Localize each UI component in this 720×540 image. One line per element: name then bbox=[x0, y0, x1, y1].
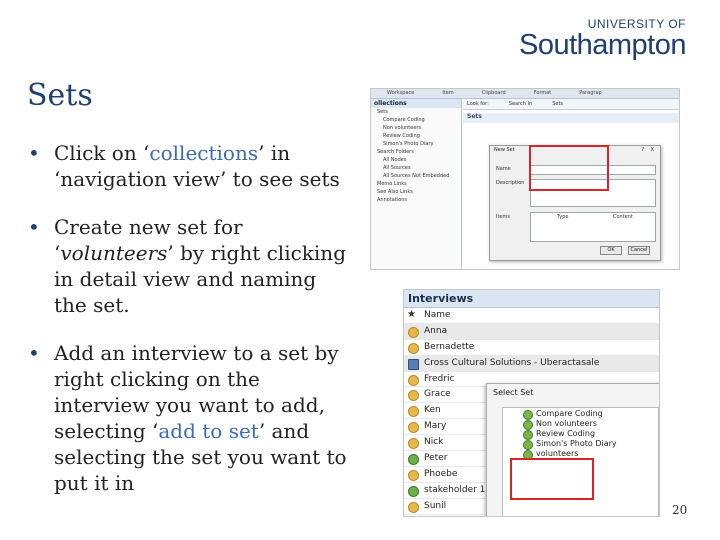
tree-item[interactable]: Review Coding bbox=[383, 133, 420, 139]
close-icon[interactable]: X bbox=[650, 147, 654, 153]
tree-item[interactable]: Compare Coding bbox=[383, 117, 425, 123]
logo-small-text: UNIVERSITY OF bbox=[587, 17, 686, 31]
set-item[interactable] bbox=[503, 439, 658, 449]
row-label: Ken bbox=[424, 405, 441, 416]
interviews-screenshot bbox=[403, 289, 660, 517]
bullet2-text-c: ’ by right clicking in detail view and naming the set. bbox=[54, 241, 346, 317]
ribbon-tab[interactable]: Clipboard bbox=[481, 90, 506, 96]
slide-title: Sets bbox=[27, 78, 93, 113]
interview-icon bbox=[408, 390, 419, 401]
ribbon-tabs bbox=[371, 89, 679, 99]
interview-icon bbox=[408, 343, 419, 354]
ribbon-tab[interactable]: Format bbox=[533, 90, 552, 96]
highlight-box-name bbox=[529, 145, 609, 191]
bullet-collections bbox=[28, 140, 353, 192]
bullet3-text-c: ’ and selecting the set you want to put it in bbox=[54, 419, 347, 495]
bullet1-highlight: collections bbox=[149, 141, 259, 165]
page-number: 20 bbox=[672, 503, 688, 517]
bullet-create-set bbox=[28, 214, 353, 318]
ribbon-tab[interactable]: Workspace bbox=[387, 90, 415, 96]
column-label: Name bbox=[424, 310, 451, 320]
bullet-dot: • bbox=[28, 141, 40, 165]
ok-button[interactable]: OK bbox=[600, 246, 622, 255]
row-label: Peter bbox=[424, 453, 448, 464]
interview-icon bbox=[408, 422, 419, 433]
row-label: Fredric bbox=[424, 373, 455, 384]
tree-item[interactable]: All Sources bbox=[383, 165, 411, 171]
tree-item-sets[interactable]: Sets bbox=[377, 109, 388, 115]
bullet3-text-a: Add an interview to a set by right clicking on the interview you want to add, selecting ‘ bbox=[54, 341, 339, 443]
tree-item[interactable]: Search Folders bbox=[377, 149, 414, 155]
items-table bbox=[530, 212, 656, 242]
search-in-label[interactable]: Search In bbox=[508, 101, 533, 107]
row-label: Bernadette bbox=[424, 341, 475, 352]
row-label: stakeholder 1 bbox=[424, 484, 486, 495]
bullet3-highlight: add to set bbox=[158, 419, 259, 443]
set-label: Review Coding bbox=[536, 429, 596, 438]
set-item[interactable] bbox=[503, 419, 658, 429]
row-label: Nick bbox=[424, 437, 444, 448]
star-icon: ★ bbox=[407, 309, 416, 320]
interview-icon bbox=[408, 327, 419, 338]
help-icon[interactable]: ? bbox=[641, 147, 645, 153]
name-label: Name bbox=[496, 166, 511, 172]
tree-item[interactable]: All Nodes bbox=[383, 157, 407, 163]
bullet-dot: • bbox=[28, 341, 40, 365]
logo-big-text: Southampton bbox=[518, 29, 686, 61]
set-label: Compare Coding bbox=[536, 409, 603, 418]
set-item[interactable] bbox=[503, 429, 658, 439]
collections-tree bbox=[371, 108, 461, 204]
interview-icon bbox=[408, 375, 419, 386]
interview-row[interactable] bbox=[404, 340, 659, 356]
document-icon bbox=[408, 359, 419, 370]
description-label: Description bbox=[496, 180, 525, 186]
name-column-header[interactable] bbox=[404, 308, 659, 324]
row-label: Sunil bbox=[424, 500, 447, 511]
interview-icon bbox=[408, 470, 419, 481]
row-label: Grace bbox=[424, 389, 451, 400]
tree-item[interactable]: Non volunteers bbox=[383, 125, 422, 131]
tree-item[interactable]: See Also Links bbox=[377, 189, 413, 195]
highlight-box-volunteers bbox=[510, 458, 594, 500]
tree-item[interactable]: Simon's Photo Diary bbox=[383, 141, 434, 147]
collections-header[interactable]: ollections bbox=[371, 99, 461, 108]
tree-item[interactable]: Annotations bbox=[377, 197, 408, 203]
items-label: Items bbox=[496, 214, 510, 220]
university-logo bbox=[519, 18, 686, 60]
interviews-header: Interviews bbox=[404, 290, 659, 308]
set-label: Non volunteers bbox=[536, 419, 597, 428]
type-column: Type bbox=[557, 214, 569, 220]
look-for-label: Look for: bbox=[467, 101, 489, 107]
bullet-dot: • bbox=[28, 215, 40, 239]
set-item[interactable] bbox=[503, 409, 658, 419]
interview-icon bbox=[408, 486, 419, 497]
dialog-title: New Set bbox=[494, 147, 515, 153]
bullet1-text-a: Click on ‘ bbox=[54, 141, 150, 165]
bullet2-italic: volunteers bbox=[60, 241, 168, 265]
interview-icon bbox=[408, 454, 419, 465]
cancel-button[interactable]: Cancel bbox=[628, 246, 650, 255]
tree-item[interactable]: All Sources Not Embedded bbox=[383, 173, 450, 179]
interview-icon bbox=[408, 406, 419, 417]
row-label: Anna bbox=[424, 325, 448, 336]
set-label: Simon's Photo Diary bbox=[536, 439, 617, 448]
ribbon-tab[interactable]: Item bbox=[442, 90, 454, 96]
search-in-value[interactable]: Sets bbox=[552, 101, 564, 107]
content-column: Content bbox=[613, 214, 633, 220]
row-label: Mary bbox=[424, 421, 447, 432]
ribbon-tab[interactable]: Paragrap bbox=[579, 90, 602, 96]
find-bar bbox=[463, 99, 679, 110]
navigation-view bbox=[371, 99, 462, 269]
bullet-add-interview bbox=[28, 340, 353, 496]
interview-icon bbox=[408, 438, 419, 449]
bullet2-text-a: Create new set for ‘ bbox=[54, 215, 243, 265]
set-label: volunteers bbox=[536, 449, 579, 458]
sets-detail-header: Sets bbox=[463, 113, 679, 123]
bullet1-text-c: ’ in ‘navigation view’ to see sets bbox=[54, 141, 340, 191]
select-set-title: Select Set bbox=[493, 388, 534, 397]
interview-icon bbox=[408, 502, 419, 513]
row-label: Cross Cultural Solutions - Uberactasale bbox=[424, 357, 600, 368]
interview-row[interactable] bbox=[404, 324, 659, 340]
tree-item[interactable]: Memo Links bbox=[377, 181, 407, 187]
collections-screenshot bbox=[370, 88, 680, 270]
row-label: Phoebe bbox=[424, 468, 458, 479]
interview-row[interactable] bbox=[404, 356, 659, 372]
bullet-list bbox=[28, 140, 353, 518]
